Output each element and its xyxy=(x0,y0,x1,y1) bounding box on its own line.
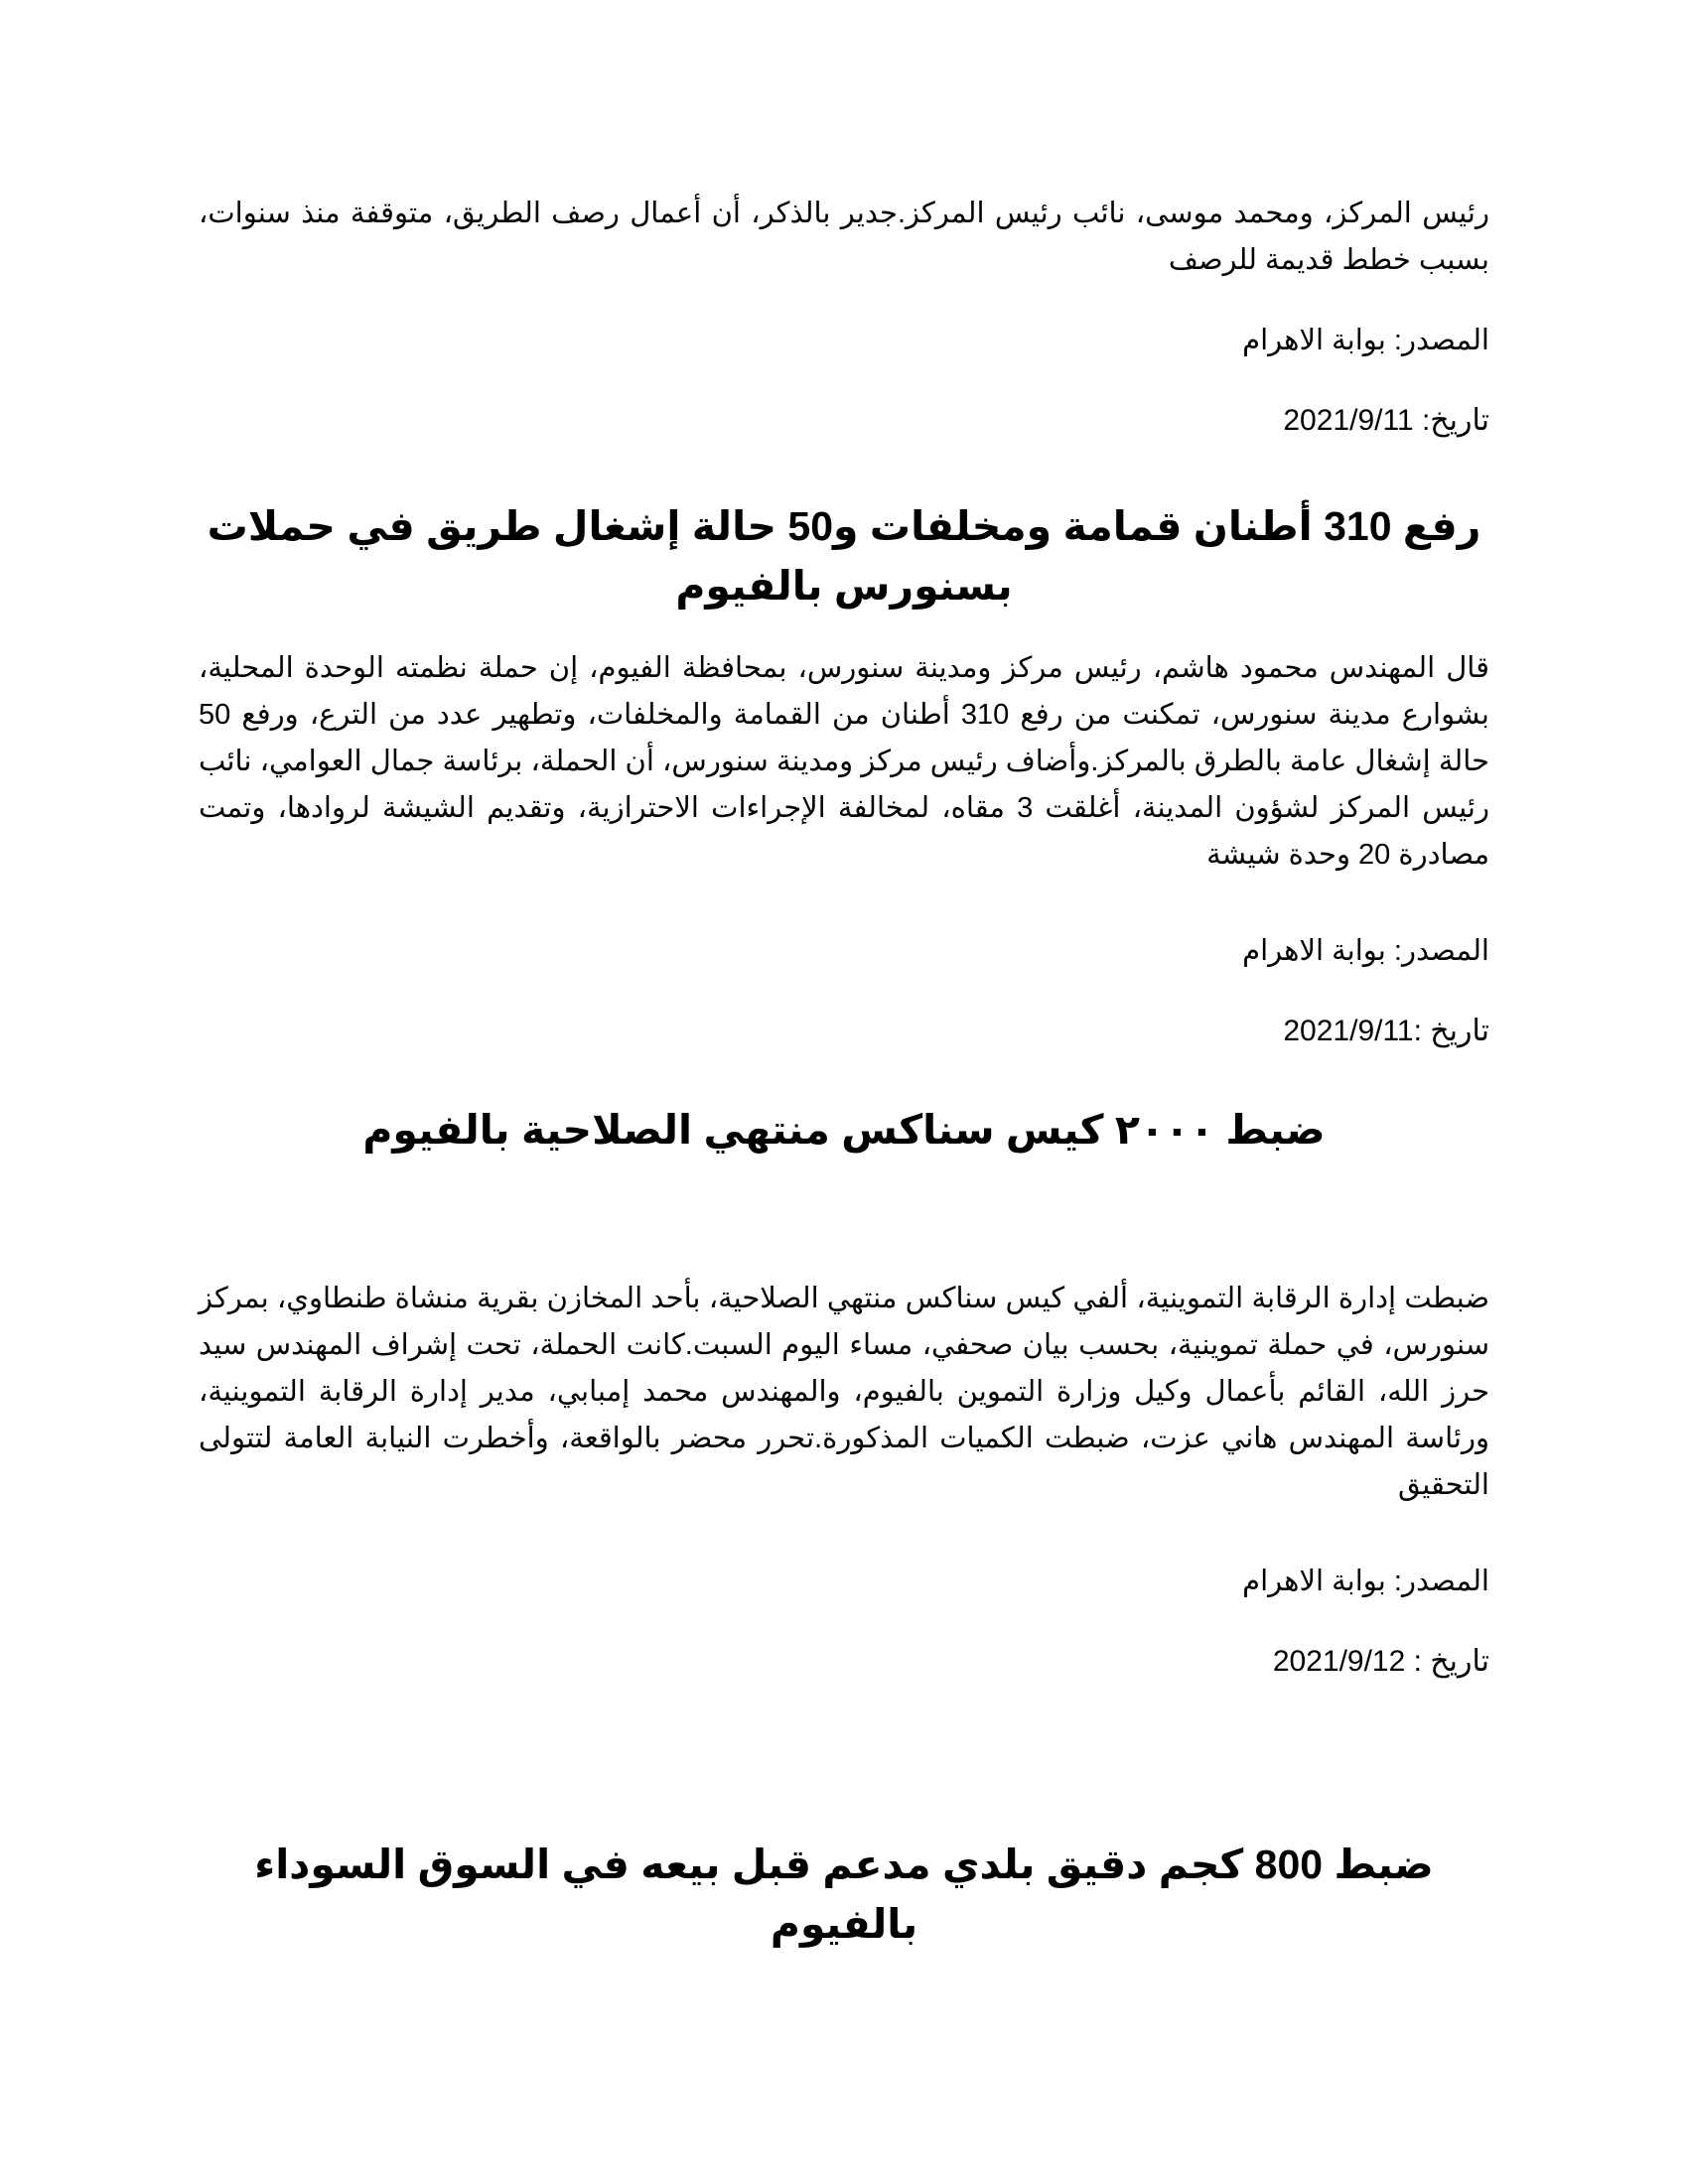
article-2-source: المصدر: بوابة الاهرام xyxy=(1242,1566,1489,1597)
article-3-headline: ضبط 800 كجم دقيق بلدي مدعم قبل بيعه في السوق السوداء بالفيوم xyxy=(254,1842,1434,1947)
article-1-headline: رفع 310 أطنان قمامة ومخلفات و50 حالة إشغال طريق في حملات بسنورس بالفيوم xyxy=(207,503,1481,609)
article-2-paragraph: ضبطت إدارة الرقابة التموينية، ألفي كيس سناكس منتهي الصلاحية، بأحد المخازن بقرية منشاة طنطاوي، بمركز سنورس، في حملة تموينية، بحسب بيان صحفي، مساء اليوم السبت.كانت الحملة، تحت إشراف المهندس سيد حرز الله، القائم بأعمال وكيل وزارة التموين بالفيوم، والمهندس محمد إمبابي، مدير إدارة الرقابة التموينية، ورئاسة المهندس هاني عزت، ضبطت الكميات المذكورة.تحرر محضر بالواقعة، وأخطرت النيابة العامة لتتولى التحقيق xyxy=(199,1283,1489,1501)
article-2-date: تاريخ : 2021/9/12 xyxy=(1272,1645,1489,1678)
article-1-paragraph: قال المهندس محمود هاشم، رئيس مركز ومدينة سنورس، بمحافظة الفيوم، إن حملة نظمته الوحدة المحلية، بشوارع مدينة سنورس، تمكنت من رفع 310 أطنان من القمامة والمخلفات، وتطهير عدد من الترع، ورفع 50 حالة إشغال عامة بالطرق بالمركز.وأضاف رئيس مركز ومدينة سنورس، أن الحملة، برئاسة جمال العوامي، نائب رئيس المركز لشؤون المدينة، أغلقت 3 مقاه، لمخالفة الإجراءات الاحترازية، وتقديم الشيشة لروادها، وتمت مصادرة 20 وحدة شيشة xyxy=(199,652,1490,871)
article-2-headline: ضبط ٢٠٠٠ كيس سناكس منتهي الصلاحية بالفيوم xyxy=(362,1107,1326,1153)
intro-date: تاريخ: 2021/9/11 xyxy=(1283,404,1489,437)
article-1-source: المصدر: بوابة الاهرام xyxy=(1242,935,1489,967)
intro-source: المصدر: بوابة الاهرام xyxy=(1242,325,1489,356)
intro-paragraph: رئيس المركز، ومحمد موسى، نائب رئيس المركز.جدير بالذكر، أن أعمال رصف الطريق، متوقفة منذ سنوات، بسبب خطط قديمة للرصف xyxy=(199,198,1489,276)
article-1-date: تاريخ :2021/9/11 xyxy=(1283,1015,1489,1047)
